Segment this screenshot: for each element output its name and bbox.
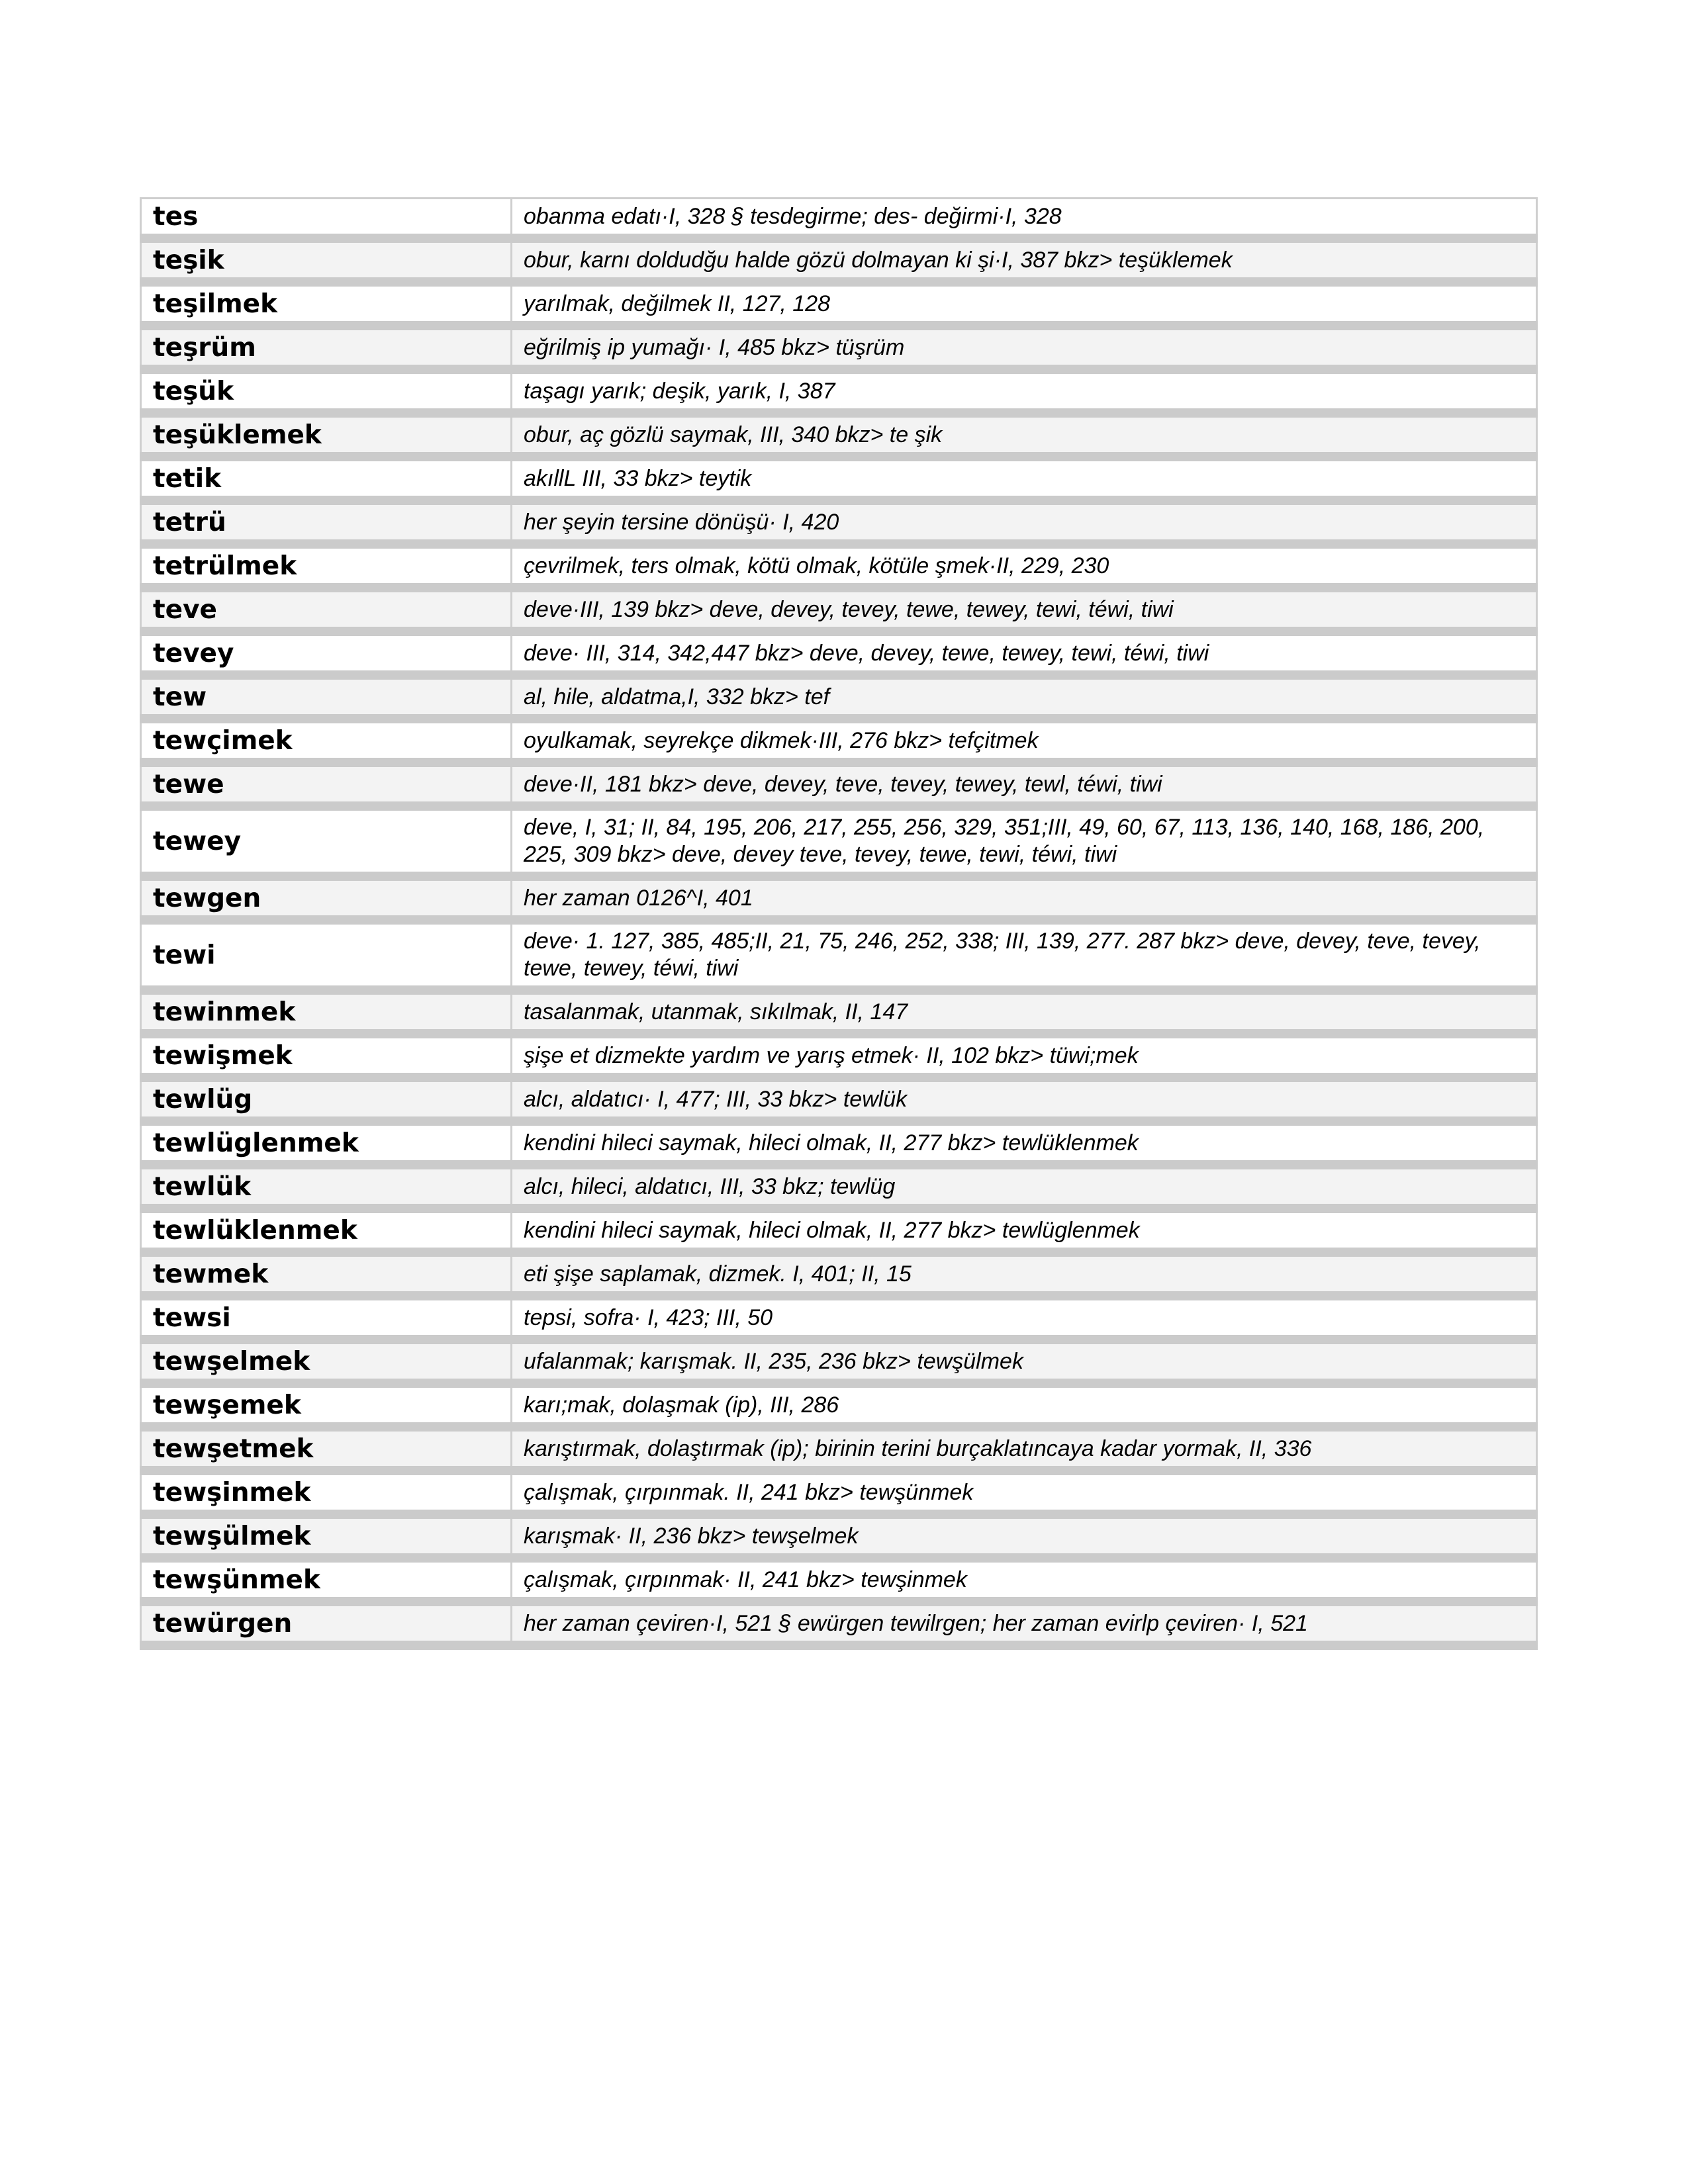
table-row — [141, 1471, 1537, 1514]
entry-definition: eti şişe saplamak, dizmek. I, 401; II, 15 — [512, 1252, 1537, 1296]
entry-definition: alcı, hileci, aldatıcı, III, 33 bkz; tewlüg — [512, 1165, 1537, 1208]
entry-definition: şişe et dizmekte yardım ve yarış etmek· II, 102 bkz> tüwi;mek — [512, 1034, 1537, 1077]
entry-definition: deve·II, 181 bkz> deve, devey, teve, tevey, tewey, tewl, téwi, tiwi — [512, 762, 1537, 806]
entry-definition: deve· III, 314, 342,447 bkz> deve, devey, tewe, tewey, tewi, téwi, tiwi — [512, 631, 1537, 675]
entry-term: teşük — [141, 369, 512, 413]
entry-definition: oyulkamak, seyrekçe dikmek·III, 276 bkz> tefçitmek — [512, 719, 1537, 762]
table-row — [141, 1514, 1537, 1558]
dictionary-table — [140, 197, 1538, 1650]
entry-term: tewsi — [141, 1296, 512, 1340]
entry-definition: her şeyin tersine dönüşü· I, 420 — [512, 500, 1537, 544]
entry-definition: tasalanmak, utanmak, sıkılmak, II, 147 — [512, 990, 1537, 1034]
table-row — [141, 326, 1537, 369]
table-row — [141, 544, 1537, 588]
table-row — [141, 675, 1537, 719]
table-row — [141, 631, 1537, 675]
entry-term: tewürgen — [141, 1602, 512, 1645]
entry-term: teve — [141, 588, 512, 631]
table-row — [141, 762, 1537, 806]
entry-term: tewgen — [141, 876, 512, 920]
entry-term: tew — [141, 675, 512, 719]
entry-term: tewey — [141, 806, 512, 876]
entry-definition: obur, aç gözlü saymak, III, 340 bkz> te şik — [512, 413, 1537, 457]
table-row — [141, 1296, 1537, 1340]
entry-definition: alcı, aldatıcı· I, 477; III, 33 bkz> tewlük — [512, 1077, 1537, 1121]
table-row — [141, 1121, 1537, 1165]
entry-term: tetik — [141, 457, 512, 500]
table-row — [141, 920, 1537, 990]
table-row — [141, 719, 1537, 762]
entry-definition: deve, I, 31; II, 84, 195, 206, 217, 255, 256, 329, 351;III, 49, 60, 67, 113, 136, 140, 168, 186, 200, 225, 309 bkz> deve, devey teve, tevey, tewe, tewi, téwi, tiwi — [512, 806, 1537, 876]
entry-term: tetrülmek — [141, 544, 512, 588]
entry-term: tewşülmek — [141, 1514, 512, 1558]
entry-definition: tepsi, sofra· I, 423; III, 50 — [512, 1296, 1537, 1340]
entry-definition: akıllL III, 33 bkz> teytik — [512, 457, 1537, 500]
entry-definition: obur, karnı doldudğu halde gözü dolmayan ki şi·I, 387 bkz> teşüklemek — [512, 238, 1537, 282]
table-row — [141, 806, 1537, 876]
entry-term: tewe — [141, 762, 512, 806]
table-row — [141, 588, 1537, 631]
table-row — [141, 1558, 1537, 1602]
table-row — [141, 413, 1537, 457]
entry-term: tewlüklenmek — [141, 1208, 512, 1252]
entry-definition: her zaman 0126^I, 401 — [512, 876, 1537, 920]
entry-term: tewi — [141, 920, 512, 990]
table-row — [141, 1427, 1537, 1471]
entry-definition: çalışmak, çırpınmak. II, 241 bkz> tewşünmek — [512, 1471, 1537, 1514]
entry-term: tewinmek — [141, 990, 512, 1034]
entry-term: teşrüm — [141, 326, 512, 369]
entry-definition: eğrilmiş ip yumağı· I, 485 bkz> tüşrüm — [512, 326, 1537, 369]
entry-definition: yarılmak, değilmek II, 127, 128 — [512, 282, 1537, 326]
entry-definition: deve· 1. 127, 385, 485;II, 21, 75, 246, 252, 338; III, 139, 277. 287 bkz> deve, devey, teve, tevey, tewe, tewey, téwi, tiwi — [512, 920, 1537, 990]
entry-term: tewlüg — [141, 1077, 512, 1121]
table-row — [141, 1340, 1537, 1383]
table-row — [141, 1383, 1537, 1427]
entry-definition: obanma edatı·I, 328 § tesdegirme; des- değirmi·I, 328 — [512, 199, 1537, 239]
table-row — [141, 1602, 1537, 1645]
entry-definition: kendini hileci saymak, hileci olmak, II, 277 bkz> tewlüklenmek — [512, 1121, 1537, 1165]
table-row — [141, 1077, 1537, 1121]
table-row — [141, 1165, 1537, 1208]
entry-definition: her zaman çeviren·I, 521 § ewürgen tewilrgen; her zaman evirlp çeviren· I, 521 — [512, 1602, 1537, 1645]
entry-definition: karı;mak, dolaşmak (ip), III, 286 — [512, 1383, 1537, 1427]
entry-term: teşüklemek — [141, 413, 512, 457]
entry-definition: karışmak· II, 236 bkz> tewşelmek — [512, 1514, 1537, 1558]
table-row — [141, 990, 1537, 1034]
entry-term: tewlük — [141, 1165, 512, 1208]
entry-definition: çalışmak, çırpınmak· II, 241 bkz> tewşinmek — [512, 1558, 1537, 1602]
entry-term: tewlüglenmek — [141, 1121, 512, 1165]
entry-term: tewmek — [141, 1252, 512, 1296]
entry-term: tewşünmek — [141, 1558, 512, 1602]
entry-term: tetrü — [141, 500, 512, 544]
entry-definition: karıştırmak, dolaştırmak (ip); birinin terini burçaklatıncaya kadar yormak, II, 336 — [512, 1427, 1537, 1471]
table-row — [141, 1208, 1537, 1252]
table-row — [141, 876, 1537, 920]
table-row — [141, 457, 1537, 500]
table-row — [141, 238, 1537, 282]
entry-definition: ufalanmak; karışmak. II, 235, 236 bkz> tewşülmek — [512, 1340, 1537, 1383]
table-row — [141, 199, 1537, 239]
entry-term: tewişmek — [141, 1034, 512, 1077]
table-row — [141, 500, 1537, 544]
entry-term: tewşetmek — [141, 1427, 512, 1471]
entry-term: teşilmek — [141, 282, 512, 326]
entry-definition: çevrilmek, ters olmak, kötü olmak, kötüle şmek·II, 229, 230 — [512, 544, 1537, 588]
entry-definition: deve·III, 139 bkz> deve, devey, tevey, tewe, tewey, tewi, téwi, tiwi — [512, 588, 1537, 631]
entry-term: tewşinmek — [141, 1471, 512, 1514]
entry-definition: kendini hileci saymak, hileci olmak, II, 277 bkz> tewlüglenmek — [512, 1208, 1537, 1252]
table-row — [141, 369, 1537, 413]
entry-term: tewşelmek — [141, 1340, 512, 1383]
table-row — [141, 1034, 1537, 1077]
entry-definition: taşagı yarık; deşik, yarık, I, 387 — [512, 369, 1537, 413]
entry-term: tewşemek — [141, 1383, 512, 1427]
entry-term: tewçimek — [141, 719, 512, 762]
table-row — [141, 1252, 1537, 1296]
entry-term: teşik — [141, 238, 512, 282]
entry-term: tevey — [141, 631, 512, 675]
entry-definition: al, hile, aldatma,I, 332 bkz> tef — [512, 675, 1537, 719]
table-row — [141, 282, 1537, 326]
entry-term: tes — [141, 199, 512, 239]
